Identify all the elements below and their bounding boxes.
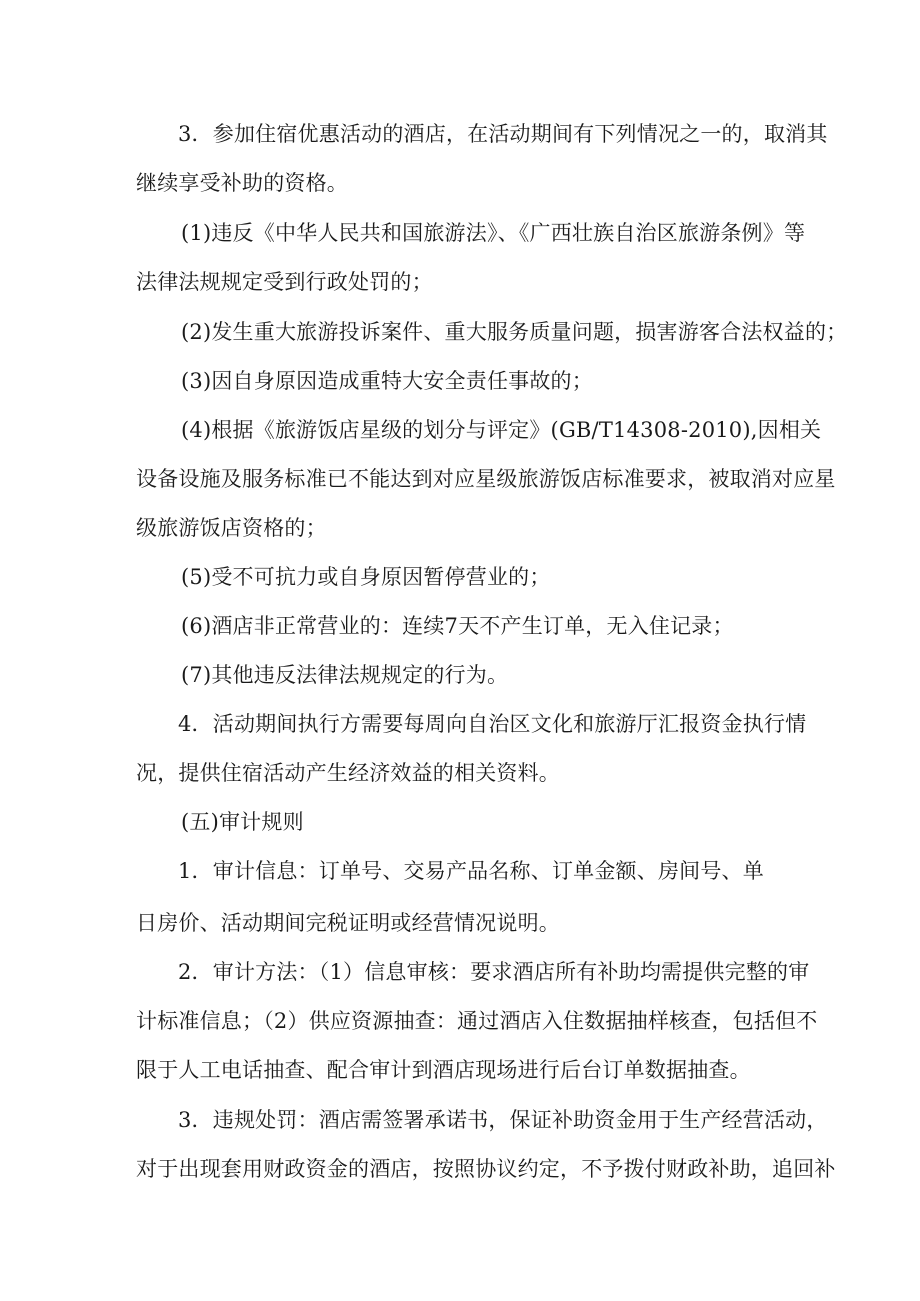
text-line: 日房价、活动期间完税证明或经营情况说明。 <box>136 911 560 935</box>
text-line: (6)酒店非正常营业的：连续7天不产生订单，无入住记录； <box>181 614 734 638</box>
text-line: 级旅游饭店资格的； <box>136 516 327 540</box>
text-line: 4．活动期间执行方需要每周向自治区文化和旅游厅汇报资金执行情 <box>178 712 807 736</box>
text-line: 限于人工电话抽查、配合审计到酒店现场进行后台订单数据抽查。 <box>136 1058 751 1082</box>
text-line: (3)因自身原因造成重特大安全责任事故的； <box>181 369 593 393</box>
text-line: (4)根据《旅游饭店星级的划分与评定》(GB/T14308-2010),因相关 <box>181 418 822 442</box>
text-line: 设备设施及服务标准已不能达到对应星级旅游饭店标准要求，被取消对应星 <box>136 467 836 491</box>
text-line: 况，提供住宿活动产生经济效益的相关资料。 <box>136 761 560 785</box>
text-line: 继续享受补助的资格。 <box>136 171 348 195</box>
text-line: (5)受不可抗力或自身原因暂停营业的； <box>181 565 551 589</box>
section-heading: (五)审计规则 <box>181 810 304 834</box>
text-line: (2)发生重大旅游投诉案件、重大服务质量问题，损害游客合法权益的； <box>181 320 848 344</box>
text-line: 2．审计方法：（1）信息审核：要求酒店所有补助均需提供完整的审 <box>178 960 810 984</box>
text-line: 计标准信息；（2）供应资源抽查：通过酒店入住数据抽样核查，包括但不 <box>136 1009 818 1033</box>
text-line: 对于出现套用财政资金的酒店，按照协议约定，不予拨付财政补助，追回补 <box>136 1157 836 1181</box>
text-line: 3．参加住宿优惠活动的酒店，在活动期间有下列情况之一的，取消其 <box>178 122 828 146</box>
text-line: (7)其他违反法律法规规定的行为。 <box>181 663 509 687</box>
text-line: 法律法规规定受到行政处罚的； <box>136 270 433 294</box>
text-line: (1)违反《中华人民共和国旅游法》、《广西壮族自治区旅游条例》等 <box>181 221 806 245</box>
text-line: 3．违规处罚：酒店需签署承诺书，保证补助资金用于生产经营活动， <box>178 1108 828 1132</box>
text-line: 1．审计信息：订单号、交易产品名称、订单金额、房间号、单 <box>178 859 764 883</box>
